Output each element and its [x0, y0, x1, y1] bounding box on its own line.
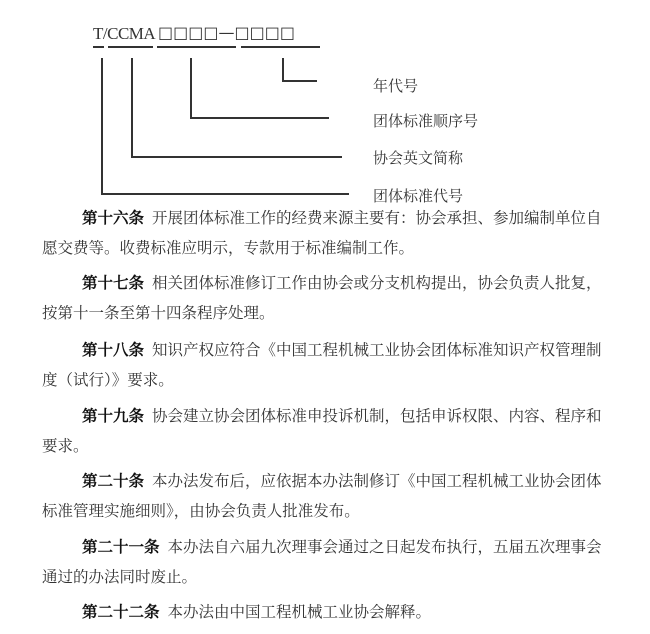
- article-text: 开展团体标准工作的经费来源主要有：协会承担、参加编制单位自愿交费等。收费标准应明示，专款用于标准编制工作。: [42, 209, 602, 257]
- label-code: 团体标准代号: [373, 187, 464, 205]
- underline-year: [241, 46, 320, 48]
- article-text: 协会建立协会团体标准申投诉机制，包括申诉权限、内容、程序和要求。: [42, 407, 602, 455]
- article-text: 知识产权应符合《中国工程机械工业协会团体标准知识产权管理制度（试行）》要求。: [42, 341, 602, 389]
- article-number: 第十九条: [82, 407, 145, 425]
- article-19: [42, 401, 612, 461]
- connector-sequence-h: [190, 117, 329, 119]
- standard-code-diagram: [0, 0, 650, 205]
- article-21: [42, 532, 612, 592]
- connector-abbr-h: [131, 156, 342, 158]
- connector-abbr-v: [131, 58, 133, 157]
- article-text: 本办法发布后，应依据本办法制修订《中国工程机械工业协会团体标准管理实施细则》，由协会负责人批准发布。: [42, 472, 602, 520]
- article-18: [42, 335, 612, 395]
- article-number: 第二十二条: [82, 603, 160, 621]
- label-sequence: 团体标准顺序号: [373, 112, 479, 130]
- article-number: 第十七条: [82, 274, 145, 292]
- underline-ccma: [108, 46, 153, 48]
- connector-sequence-v: [190, 58, 192, 118]
- connector-code-v: [101, 58, 103, 194]
- label-year: 年代号: [373, 77, 419, 95]
- code-prefix: T/CCMA: [93, 24, 156, 43]
- underline-sequence: [157, 46, 236, 48]
- connector-code-h: [101, 193, 349, 195]
- article-22: [42, 597, 612, 627]
- article-number: 第十六条: [82, 209, 145, 227]
- code-sequence: □□□□—□□□□: [158, 23, 295, 42]
- connector-year-h: [282, 80, 317, 82]
- article-16: [42, 203, 612, 263]
- article-17: [42, 268, 612, 328]
- article-text: 相关团体标准修订工作由协会或分支机构提出，协会负责人批复，按第十一条至第十四条程序处理。: [42, 274, 602, 322]
- article-number: 第二十条: [82, 472, 145, 490]
- label-abbr: 协会英文简称: [373, 149, 464, 167]
- article-text: 本办法由中国工程机械工业协会解释。: [167, 603, 432, 621]
- article-text: 本办法自六届九次理事会通过之日起发布执行，五届五次理事会通过的办法同时废止。: [42, 538, 602, 586]
- article-20: [42, 466, 612, 526]
- article-number: 第二十一条: [82, 538, 160, 556]
- article-number: 第十八条: [82, 341, 145, 359]
- connector-year-v: [282, 58, 284, 81]
- underline-t: [93, 46, 104, 48]
